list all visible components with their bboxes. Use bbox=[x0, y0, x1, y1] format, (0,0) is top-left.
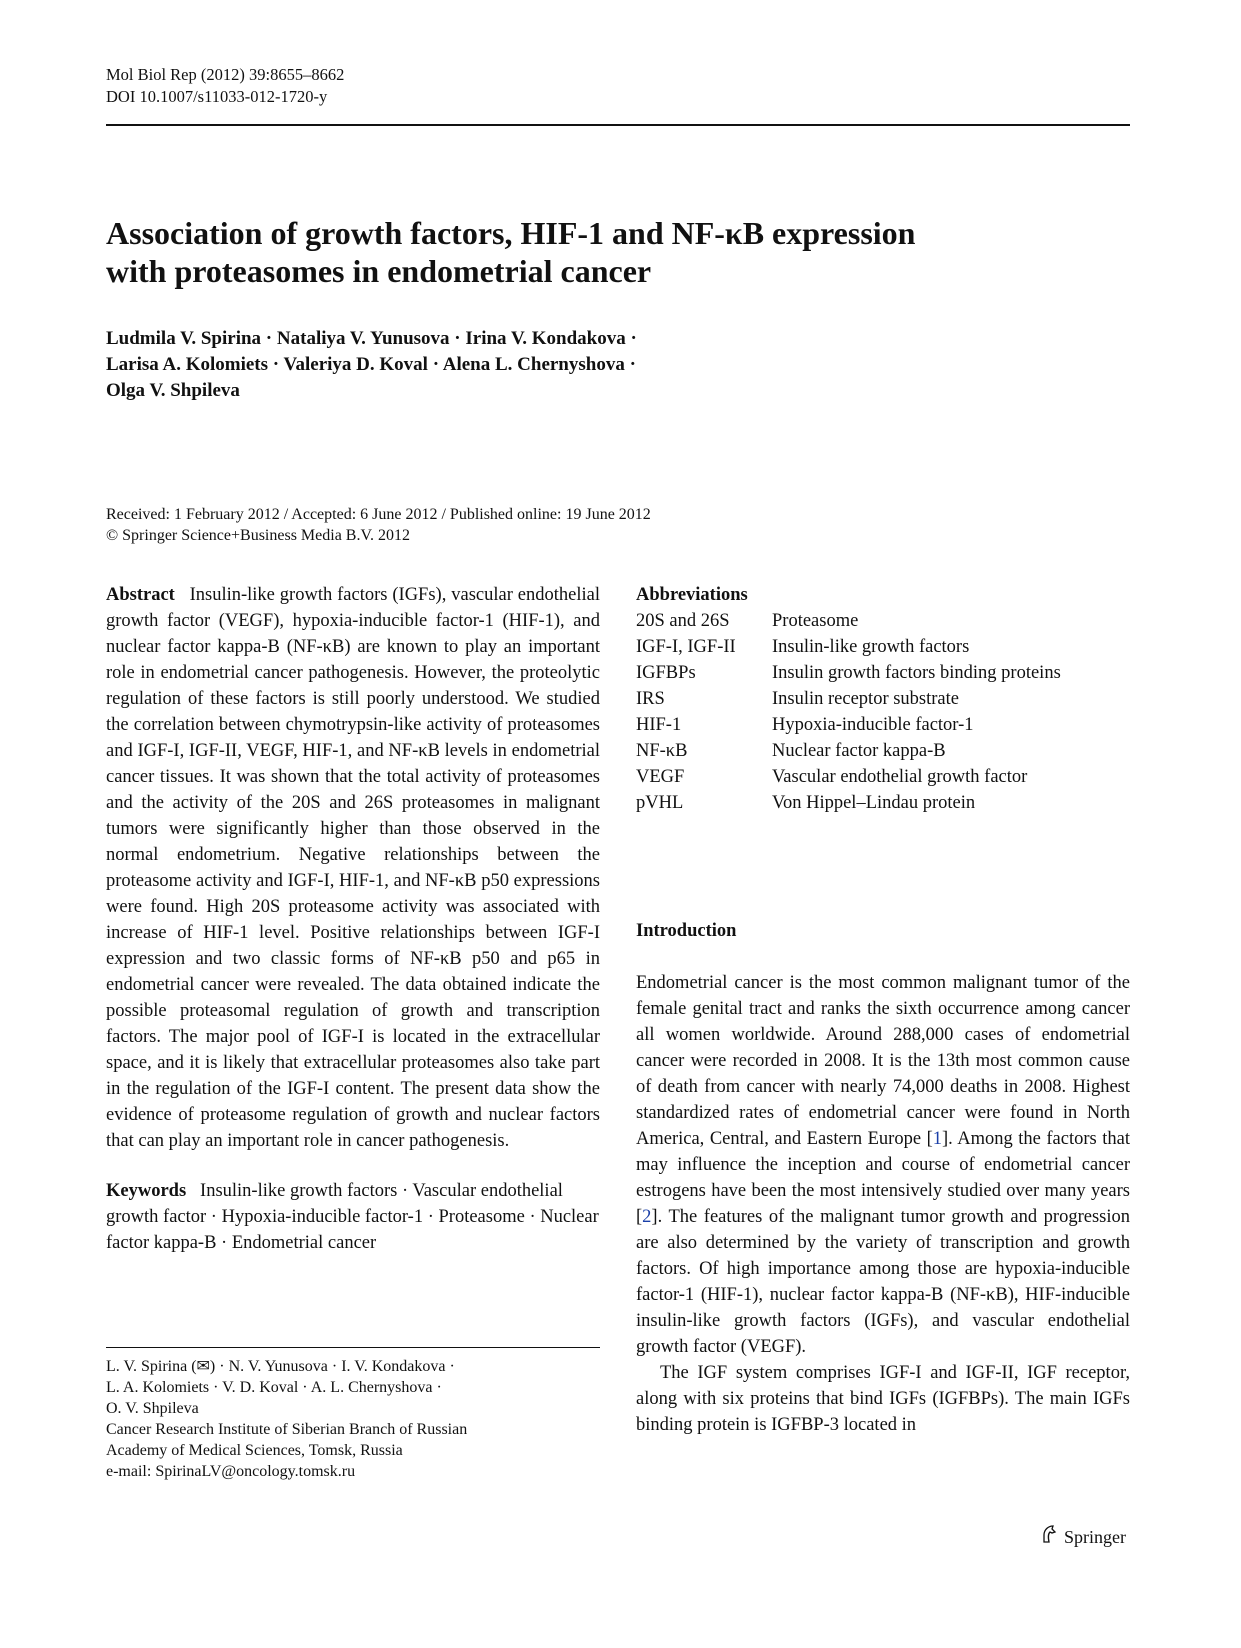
abbreviation-term: pVHL bbox=[636, 793, 684, 813]
footnote-line-5: Academy of Medical Sciences, Tomsk, Russia bbox=[106, 1442, 403, 1459]
abbreviation-definition: Proteasome bbox=[772, 611, 859, 631]
abbreviation-row bbox=[636, 712, 1130, 738]
abbreviation-row bbox=[636, 608, 1130, 634]
introduction-heading: Introduction bbox=[636, 921, 737, 941]
abbreviation-row bbox=[636, 764, 1130, 790]
paper-title bbox=[106, 214, 1106, 290]
abbreviation-definition: Insulin growth factors binding proteins bbox=[772, 663, 1061, 683]
footnote-rule bbox=[106, 1347, 600, 1348]
title-line-1: Association of growth factors, HIF-1 and NF-κB expression bbox=[106, 215, 916, 251]
header-rule bbox=[106, 124, 1130, 126]
introduction-paragraph-2: The IGF system comprises IGF-I and IGF-II, IGF receptor, along with six proteins that bind IGFs (IGFBPs). The main IGFs binding protein is IGFBP-3 located in bbox=[636, 1363, 1130, 1435]
abbreviation-definition: Von Hippel–Lindau protein bbox=[772, 793, 976, 813]
publisher-name: Springer bbox=[1064, 1526, 1126, 1547]
abbreviation-term: IGFBPs bbox=[636, 663, 696, 683]
abbreviations-list bbox=[636, 608, 1130, 816]
keywords-heading: Keywords bbox=[106, 1181, 187, 1201]
left-column bbox=[106, 582, 600, 1256]
affiliation-footnote bbox=[106, 1356, 600, 1482]
intro-text-b: ]. Among the factors that may influence the inception and course of endometrial cancer estrogens have been the most intensively studied over many years [ bbox=[636, 1129, 1130, 1227]
title-line-2: with proteasomes in endometrial cancer bbox=[106, 253, 652, 289]
abbreviation-definition: Nuclear factor kappa-B bbox=[772, 741, 946, 761]
abbreviation-definition: Insulin receptor substrate bbox=[772, 689, 959, 709]
abbreviation-row bbox=[636, 790, 1130, 816]
abbreviation-term: 20S and 26S bbox=[636, 611, 730, 631]
abbreviation-row bbox=[636, 660, 1130, 686]
journal-citation: Mol Biol Rep (2012) 39:8655–8662 bbox=[106, 65, 345, 84]
abbreviation-row bbox=[636, 634, 1130, 660]
citation-link-2[interactable]: 2 bbox=[642, 1207, 652, 1227]
journal-doi: DOI 10.1007/s11033-012-1720-y bbox=[106, 87, 328, 106]
abbreviations-heading: Abbreviations bbox=[636, 585, 748, 605]
author-list bbox=[106, 326, 1006, 404]
journal-header bbox=[106, 64, 344, 108]
footnote-line-4: Cancer Research Institute of Siberian Branch of Russian bbox=[106, 1421, 468, 1438]
intro-text-a: Endometrial cancer is the most common malignant tumor of the female genital tract and ranks the sixth occurrence among cancer all women worldwide. Around 288,000 cases of endometrial cancer were recorded in 2008. It is the 13th most common cause of death from cancer with nearly 74,000 deaths in 2008. Highest standardized rates of endometrial cancer were found in North America, Central, and Eastern Europe [ bbox=[636, 973, 1130, 1149]
footnote-line-3: O. V. Shpileva bbox=[106, 1400, 199, 1417]
dates-line: Received: 1 February 2012 / Accepted: 6 June 2012 / Published online: 19 June 2012 bbox=[106, 506, 651, 523]
abstract-heading: Abstract bbox=[106, 585, 175, 605]
abbreviation-definition: Insulin-like growth factors bbox=[772, 637, 970, 657]
authors-line-3: Olga V. Shpileva bbox=[106, 380, 240, 401]
abbreviation-term: VEGF bbox=[636, 767, 685, 787]
copyright-line: © Springer Science+Business Media B.V. 2012 bbox=[106, 527, 410, 544]
abbreviations bbox=[636, 582, 1130, 816]
abbreviation-term: IRS bbox=[636, 689, 665, 709]
intro-text-c: ]. The features of the malignant tumor growth and progression are also determined by the variety of transcription and growth factors. Of high importance among those are hypoxia-inducible factor-1 (HIF-1), nuclear factor kappa-B (NF-κB), HIF-inducible insulin-like growth factors (IGFs), and vascular endothelial growth factor (VEGF). bbox=[636, 1207, 1130, 1357]
abbreviation-row bbox=[636, 738, 1130, 764]
abbreviation-term: HIF-1 bbox=[636, 715, 682, 735]
springer-horse-icon bbox=[1040, 1524, 1058, 1549]
authors-line-2: Larisa A. Kolomiets · Valeriya D. Koval · Alena L. Chernyshova · bbox=[106, 354, 636, 375]
introduction-paragraph-1 bbox=[636, 970, 1130, 1360]
abstract bbox=[106, 582, 600, 1154]
footnote-line-2: L. A. Kolomiets · V. D. Koval · A. L. Chernyshova · bbox=[106, 1379, 442, 1396]
publisher-logo bbox=[1040, 1524, 1126, 1549]
abbreviation-term: NF-κB bbox=[636, 741, 688, 761]
abbreviation-definition: Vascular endothelial growth factor bbox=[772, 767, 1028, 787]
abbreviation-definition: Hypoxia-inducible factor-1 bbox=[772, 715, 974, 735]
abbreviation-row bbox=[636, 686, 1130, 712]
footnote-line-1: L. V. Spirina (✉) · N. V. Yunusova · I. V. Kondakova · bbox=[106, 1358, 455, 1375]
abstract-text: Insulin-like growth factors (IGFs), vascular endothelial growth factor (VEGF), hypoxia-inducible factor-1 (HIF-1), and nuclear factor kappa-B (NF-κB) are known to play an important role in endometrial cancer pathogenesis. However, the proteolytic regulation of these factors is still poorly understood. We studied the correlation between chymotrypsin-like activity of proteasomes and IGF-I, IGF-II, VEGF, HIF-1, and NF-κB levels in endometrial cancer tissues. It was shown that the total activity of proteasomes and the activity of the 20S and 26S proteasomes in malignant tumors were significantly higher than those observed in the normal endometrium. Negative relationships between the proteasome activity and IGF-I, HIF-1, and NF-κB p50 expressions were found. High 20S proteasome activity was associated with increase of HIF-1 level. Positive relationships between IGF-I expression and two classic forms of NF-κB p50 and p65 in endometrial cancer were revealed. The data obtained indicate the possible proteasomal regulation of growth and transcription factors. The major pool of IGF-I is located in the extracellular space, and it is likely that extracellular proteasomes also take part in the regulation of the IGF-I content. The present data show the evidence of proteasome regulation of growth and nuclear factors that can play an important role in cancer pathogenesis. bbox=[106, 585, 600, 1151]
authors-line-1: Ludmila V. Spirina · Nataliya V. Yunusova · Irina V. Kondakova · bbox=[106, 328, 637, 349]
introduction-body bbox=[636, 970, 1130, 1438]
author-email[interactable]: e-mail: SpirinaLV@oncology.tomsk.ru bbox=[106, 1463, 356, 1480]
keywords-text: Insulin-like growth factors · Vascular endothelial growth factor · Hypoxia-inducible factor-1 · Proteasome · Nuclear factor kappa-B · Endometrial cancer bbox=[106, 1181, 599, 1253]
publication-dates bbox=[106, 504, 1006, 546]
keywords bbox=[106, 1178, 600, 1256]
abbreviation-term: IGF-I, IGF-II bbox=[636, 637, 736, 657]
citation-link-1[interactable]: 1 bbox=[932, 1129, 942, 1149]
